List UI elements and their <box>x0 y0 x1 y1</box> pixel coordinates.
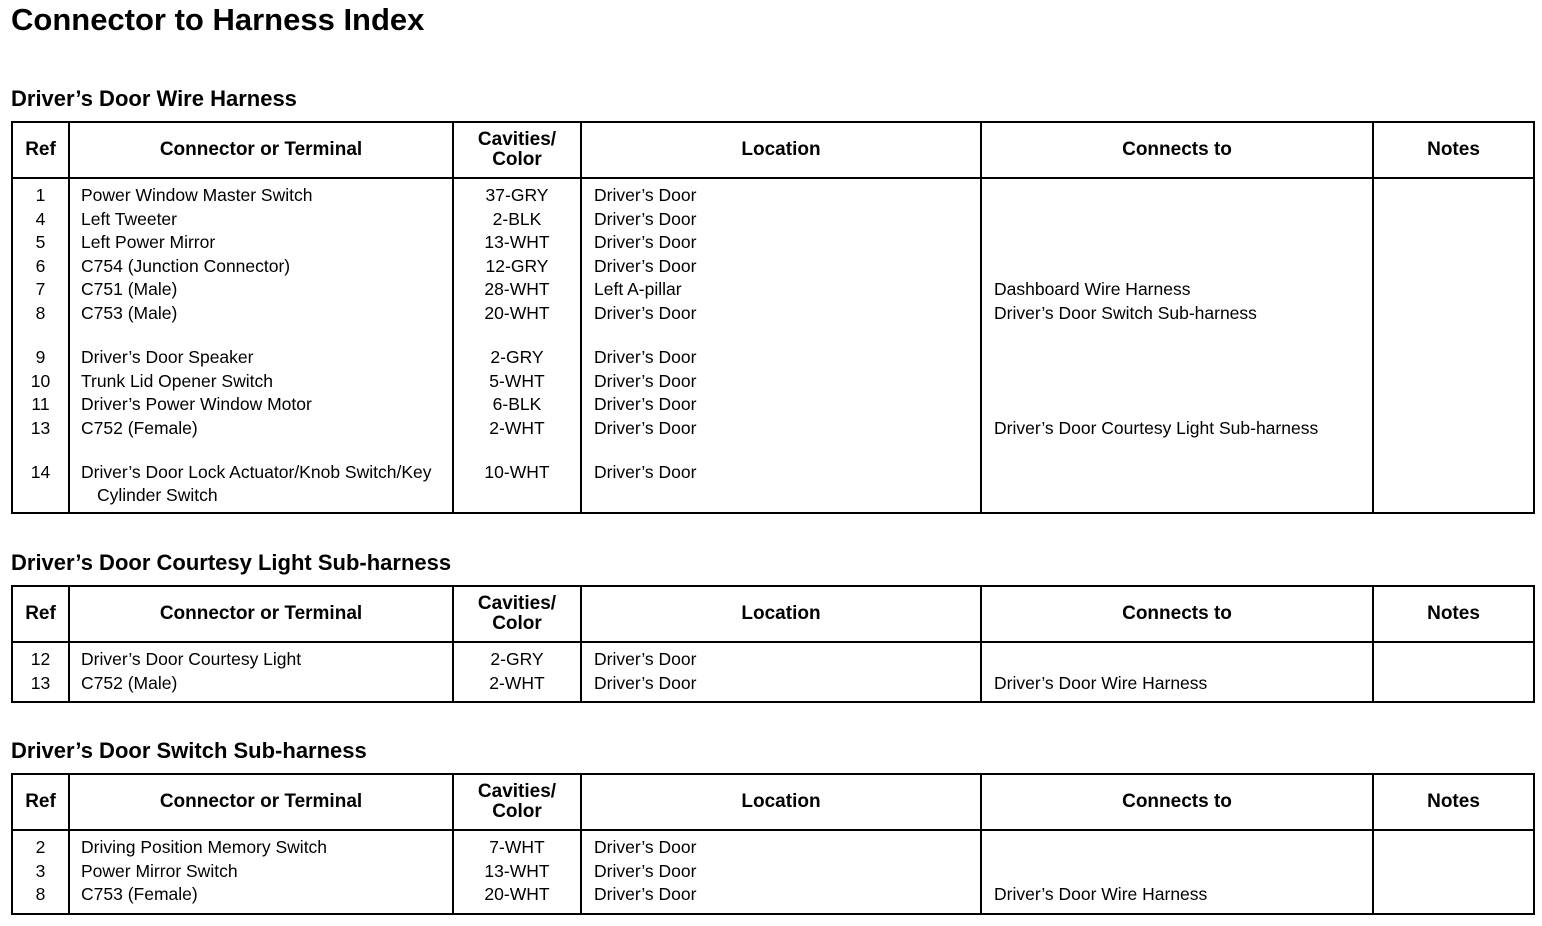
notes-cell <box>1373 370 1534 394</box>
connector-cell <box>69 440 453 513</box>
location-cell: Driver’s Door <box>581 440 981 513</box>
cavities-cell: 5-WHT <box>453 370 581 394</box>
page-title: Connector to Harness Index <box>11 2 425 37</box>
table-header-row <box>12 586 1534 642</box>
connects-to-cell <box>981 178 1373 208</box>
table-row <box>12 255 1534 279</box>
location-cell: Left A-pillar <box>581 278 981 302</box>
cavities-cell: 13-WHT <box>453 860 581 884</box>
table-row <box>12 278 1534 302</box>
cavities-cell: 37-GRY <box>453 178 581 208</box>
notes-cell <box>1373 417 1534 441</box>
connector-cell: C752 (Female) <box>69 417 453 441</box>
notes-cell <box>1373 231 1534 255</box>
courtesy-light-sub-harness-table <box>11 585 1535 703</box>
table-row <box>12 830 1534 860</box>
cavities-cell: 2-WHT <box>453 417 581 441</box>
table-row <box>12 302 1534 326</box>
connector-cell: C753 (Male) <box>69 302 453 326</box>
ref-cell: 8 <box>12 302 69 326</box>
ref-cell: 3 <box>12 860 69 884</box>
section-title-drivers-door-wire-harness: Driver’s Door Wire Harness <box>11 86 297 111</box>
cavities-cell: 6-BLK <box>453 393 581 417</box>
ref-cell: 8 <box>12 883 69 914</box>
ref-header: Ref <box>12 122 69 178</box>
table-row <box>12 417 1534 441</box>
connects-to-cell: Dashboard Wire Harness <box>981 278 1373 302</box>
cavities-cell: 28-WHT <box>453 278 581 302</box>
location-cell: Driver’s Door <box>581 672 981 703</box>
connects-to-cell <box>981 208 1373 232</box>
cavities-cell: 10-WHT <box>453 440 581 513</box>
ref-cell: 13 <box>12 417 69 441</box>
connects-to-cell <box>981 255 1373 279</box>
ref-cell: 11 <box>12 393 69 417</box>
ref-cell: 6 <box>12 255 69 279</box>
cavities-header-line1: Cavities/ <box>477 781 557 802</box>
connects-to-cell <box>981 860 1373 884</box>
ref-cell: 2 <box>12 830 69 860</box>
cavities-header-line2: Color <box>492 801 542 822</box>
location-cell: Driver’s Door <box>581 178 981 208</box>
location-cell: Driver’s Door <box>581 860 981 884</box>
section-title-switch-sub-harness: Driver’s Door Switch Sub-harness <box>11 738 367 763</box>
notes-header: Notes <box>1373 122 1534 178</box>
connector-cell: Trunk Lid Opener Switch <box>69 370 453 394</box>
location-cell: Driver’s Door <box>581 830 981 860</box>
cavities-header-line2: Color <box>492 613 542 634</box>
section-title-courtesy-light-sub-harness: Driver’s Door Courtesy Light Sub-harness <box>11 550 452 575</box>
cavities-header-line1: Cavities/ <box>477 129 557 150</box>
cavities-cell: 20-WHT <box>453 302 581 326</box>
table-row <box>12 325 1534 370</box>
connects-to-cell <box>981 370 1373 394</box>
cavities-cell: 2-GRY <box>453 325 581 370</box>
table-row <box>12 393 1534 417</box>
cavities-cell: 20-WHT <box>453 883 581 914</box>
connector-cell: Power Mirror Switch <box>69 860 453 884</box>
location-header: Location <box>581 586 981 642</box>
connector-cell: C751 (Male) <box>69 278 453 302</box>
notes-cell <box>1373 393 1534 417</box>
notes-cell <box>1373 178 1534 208</box>
location-cell: Driver’s Door <box>581 255 981 279</box>
table-row <box>12 672 1534 703</box>
notes-header: Notes <box>1373 774 1534 830</box>
connects-to-cell: Driver’s Door Wire Harness <box>981 883 1373 914</box>
table-row <box>12 178 1534 208</box>
table-row <box>12 860 1534 884</box>
ref-cell: 7 <box>12 278 69 302</box>
notes-cell <box>1373 830 1534 860</box>
connector-header: Connector or Terminal <box>69 122 453 178</box>
connects-to-cell <box>981 830 1373 860</box>
ref-cell: 5 <box>12 231 69 255</box>
connector-cell: Driver’s Door Courtesy Light <box>69 642 453 672</box>
connects-to-cell: Driver’s Door Courtesy Light Sub-harness <box>981 417 1373 441</box>
notes-cell <box>1373 325 1534 370</box>
connects-to-cell <box>981 231 1373 255</box>
connector-cell: C753 (Female) <box>69 883 453 914</box>
location-cell: Driver’s Door <box>581 883 981 914</box>
connects-to-header: Connects to <box>981 586 1373 642</box>
notes-cell <box>1373 860 1534 884</box>
notes-cell <box>1373 208 1534 232</box>
drivers-door-wire-harness-table <box>11 121 1535 514</box>
ref-cell: 4 <box>12 208 69 232</box>
ref-cell: 10 <box>12 370 69 394</box>
notes-cell <box>1373 642 1534 672</box>
connector-text: Driver’s Door Lock Actuator/Knob Switch/Key <box>81 462 432 482</box>
table-row <box>12 883 1534 914</box>
connects-to-cell: Driver’s Door Switch Sub-harness <box>981 302 1373 326</box>
connector-cell: Left Tweeter <box>69 208 453 232</box>
connector-cell: C754 (Junction Connector) <box>69 255 453 279</box>
table-header-row <box>12 122 1534 178</box>
table-row <box>12 440 1534 513</box>
table-row <box>12 370 1534 394</box>
notes-cell <box>1373 672 1534 703</box>
table-row <box>12 642 1534 672</box>
connects-to-cell: Driver’s Door Wire Harness <box>981 672 1373 703</box>
cavities-cell: 2-BLK <box>453 208 581 232</box>
location-cell: Driver’s Door <box>581 417 981 441</box>
connector-cell: Driving Position Memory Switch <box>69 830 453 860</box>
cavities-header <box>453 122 581 178</box>
connects-to-header: Connects to <box>981 122 1373 178</box>
location-cell: Driver’s Door <box>581 393 981 417</box>
connector-text-continued: Cylinder Switch <box>97 484 218 505</box>
connects-to-cell <box>981 440 1373 513</box>
cavities-header-line1: Cavities/ <box>477 593 557 614</box>
location-header: Location <box>581 122 981 178</box>
table-header-row <box>12 774 1534 830</box>
location-cell: Driver’s Door <box>581 325 981 370</box>
notes-header: Notes <box>1373 586 1534 642</box>
ref-cell: 12 <box>12 642 69 672</box>
ref-cell: 13 <box>12 672 69 703</box>
ref-cell: 9 <box>12 325 69 370</box>
cavities-cell: 2-WHT <box>453 672 581 703</box>
notes-cell <box>1373 255 1534 279</box>
cavities-cell: 7-WHT <box>453 830 581 860</box>
connector-header: Connector or Terminal <box>69 774 453 830</box>
connector-cell: Left Power Mirror <box>69 231 453 255</box>
location-cell: Driver’s Door <box>581 642 981 672</box>
cavities-cell: 2-GRY <box>453 642 581 672</box>
connects-to-header: Connects to <box>981 774 1373 830</box>
connector-cell: Driver’s Power Window Motor <box>69 393 453 417</box>
connects-to-cell <box>981 325 1373 370</box>
connects-to-cell <box>981 393 1373 417</box>
notes-cell <box>1373 278 1534 302</box>
ref-cell: 1 <box>12 178 69 208</box>
ref-header: Ref <box>12 586 69 642</box>
notes-cell <box>1373 302 1534 326</box>
connector-cell: Driver’s Door Speaker <box>69 325 453 370</box>
ref-header: Ref <box>12 774 69 830</box>
cavities-cell: 13-WHT <box>453 231 581 255</box>
location-cell: Driver’s Door <box>581 208 981 232</box>
table-row <box>12 208 1534 232</box>
ref-cell: 14 <box>12 440 69 513</box>
connector-cell: Power Window Master Switch <box>69 178 453 208</box>
table-row <box>12 231 1534 255</box>
cavities-cell: 12-GRY <box>453 255 581 279</box>
switch-sub-harness-table <box>11 773 1535 915</box>
location-cell: Driver’s Door <box>581 302 981 326</box>
location-cell: Driver’s Door <box>581 231 981 255</box>
cavities-header <box>453 774 581 830</box>
connects-to-cell <box>981 642 1373 672</box>
location-cell: Driver’s Door <box>581 370 981 394</box>
connector-header: Connector or Terminal <box>69 586 453 642</box>
notes-cell <box>1373 440 1534 513</box>
notes-cell <box>1373 883 1534 914</box>
connector-cell: C752 (Male) <box>69 672 453 703</box>
cavities-header-line2: Color <box>492 149 542 170</box>
cavities-header <box>453 586 581 642</box>
location-header: Location <box>581 774 981 830</box>
